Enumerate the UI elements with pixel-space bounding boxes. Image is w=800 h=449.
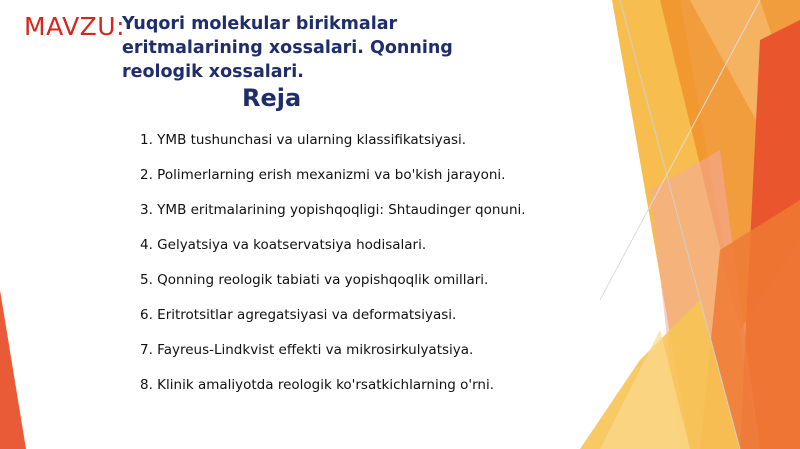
topic-label: MAVZU:: [24, 12, 126, 41]
title-line: Yuqori molekular birikmalar: [122, 14, 398, 34]
slide-title: [122, 12, 562, 84]
plan-item: 4. Gelyatsiya va koatservatsiya hodisalari.: [140, 237, 427, 253]
plan-item: 1. YMB tushunchasi va ularning klassifikatsiyasi.: [140, 132, 467, 148]
plan-item: 6. Eritrotsitlar agregatsiyasi va deformatsiyasi.: [140, 307, 457, 323]
plan-item: 2. Polimerlarning erish mexanizmi va bo'kish jarayoni.: [140, 167, 506, 183]
title-line: reologik xossalari.: [122, 62, 304, 82]
deco-shape-left-bottom: [0, 290, 26, 449]
plan-item: 7. Fayreus-Lindkvist effekti va mikrosirkulyatsiya.: [140, 342, 474, 358]
title-line: eritmalarining xossalari. Qonning: [122, 38, 453, 58]
plan-item: 5. Qonning reologik tabiati va yopishqoqlik omillari.: [140, 272, 489, 288]
plan-list: [140, 131, 540, 411]
plan-item: 3. YMB eritmalarining yopishqoqligi: Shtaudinger qonuni.: [140, 202, 526, 218]
plan-heading: Reja: [242, 84, 302, 112]
plan-item: 8. Klinik amaliyotda reologik ko'rsatkichlarning o'rni.: [140, 377, 495, 393]
